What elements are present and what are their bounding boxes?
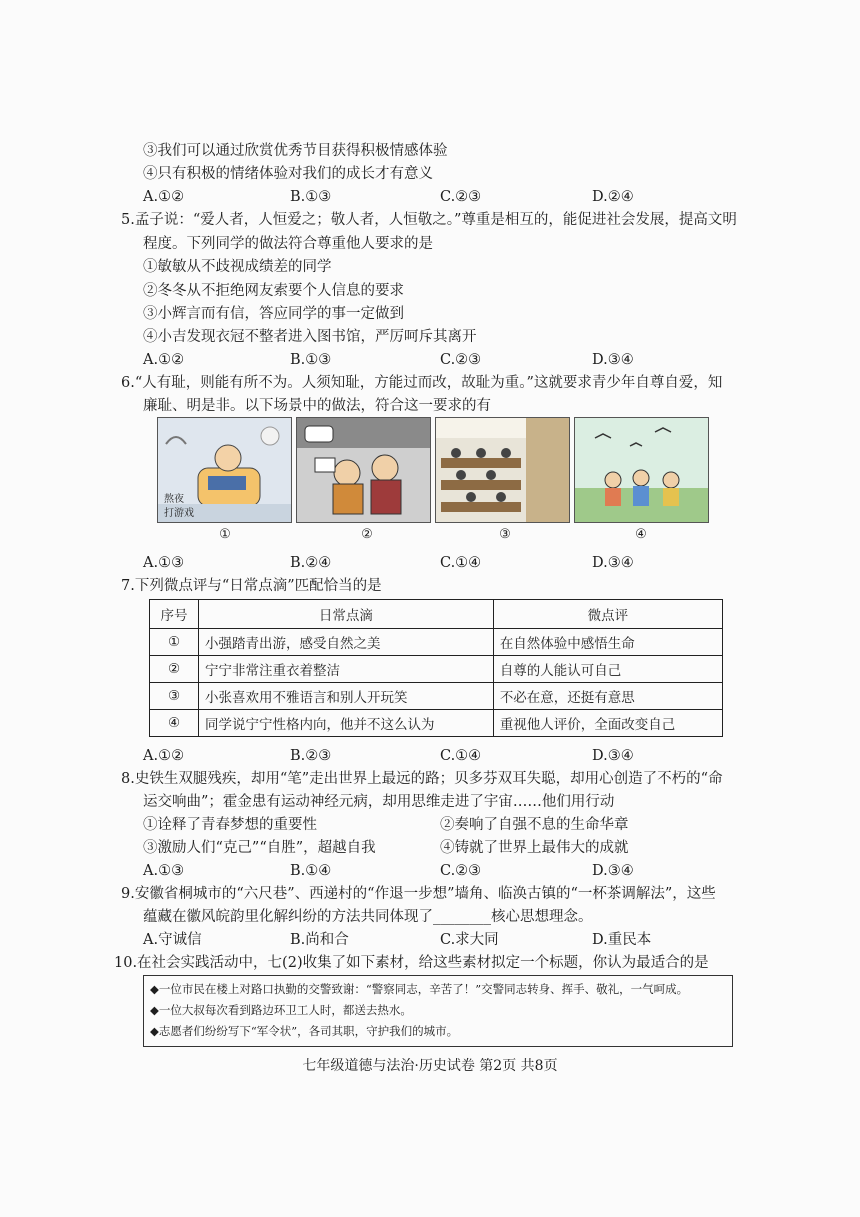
q7-stem: 7.下列微点评与“日常点滴”匹配恰当的是: [121, 578, 382, 594]
row-number: ②: [150, 656, 199, 683]
q7-table: [149, 599, 723, 737]
q6-option-b: B.②④: [290, 555, 332, 571]
q8-option-a: A.①③: [143, 863, 185, 879]
scene-3-label: ③: [499, 527, 511, 542]
row-moment: 小强踏青出游，感受自然之美: [199, 629, 494, 656]
q8-item-4: ④铸就了世界上最伟大的成就: [440, 840, 629, 856]
q8-option-d: D.③④: [592, 863, 634, 879]
q6-option-d: D.③④: [592, 555, 634, 571]
scene-1-caption-line-1: 熬夜: [164, 494, 184, 505]
q9-stem-line-1: 9.安徽省桐城市的“六尺巷”、西递村的“作退一步想”墙角、临涣古镇的“一杯茶调解法”，这些: [121, 886, 716, 902]
q6-stem-line-1: 6.“人有耻，则能有所不为。人须知耻，方能过而改，故耻为重。”这就要求青少年自尊自爱，知: [121, 375, 723, 391]
material-item: ◆一位大叔每次看到路边环卫工人时，都送去热水。: [150, 1003, 412, 1017]
q5-item-1: ①敏敏从不歧视成绩差的同学: [143, 259, 332, 275]
q8-stem-line-2: 运交响曲”；霍金患有运动神经元病，却用思维走进了宇宙……他们用行动: [143, 794, 615, 810]
q7-option-d: D.③④: [592, 748, 634, 764]
q5-stem-line-2: 程度。下列同学的做法符合尊重他人要求的是: [143, 236, 433, 252]
header-number: 序号: [150, 600, 199, 629]
q4-item-3: ③我们可以通过欣赏优秀节目获得积极情感体验: [143, 143, 448, 159]
header-daily-moments: 日常点滴: [199, 600, 494, 629]
header-micro-comment: 微点评: [493, 600, 722, 629]
table-row: [150, 710, 723, 737]
q8-option-b: B.①④: [290, 863, 332, 879]
table-row: [150, 656, 723, 683]
scene-2-image: [296, 417, 431, 523]
row-number: ④: [150, 710, 199, 737]
row-number: ③: [150, 683, 199, 710]
q6-stem-line-2: 廉耻、明是非。以下场景中的做法，符合这一要求的有: [143, 398, 491, 414]
page-footer: 七年级道德与法治·历史试卷 第2页 共8页: [302, 1058, 558, 1074]
row-moment: 同学说宁宁性格内向，他并不这么认为: [199, 710, 494, 737]
q9-option-a: A.守诚信: [143, 932, 202, 948]
row-comment: 不必在意，还挺有意思: [493, 683, 722, 710]
row-comment: 自尊的人能认可自己: [493, 656, 722, 683]
q8-item-1: ①诠释了青春梦想的重要性: [143, 817, 317, 833]
q4-item-4: ④只有积极的情绪体验对我们的成长才有意义: [143, 166, 433, 182]
scene-4-label: ④: [635, 527, 647, 542]
q4-option-d: D.②④: [592, 189, 634, 205]
q6-option-c: C.①④: [440, 555, 482, 571]
q8-item-2: ②奏响了自强不息的生命华章: [440, 817, 629, 833]
q7-option-c: C.①④: [440, 748, 482, 764]
q9-option-d: D.重民本: [592, 932, 652, 948]
q9-stem-line-2: 蕴藏在徽风皖韵里化解纠纷的方法共同体现了________核心思想理念。: [143, 909, 593, 925]
material-item: ◆一位市民在楼上对路口执勤的交警致谢：“警察同志，辛苦了！”交警同志转身、挥手、敬礼，一气呵成。: [150, 982, 689, 996]
table-row: [150, 629, 723, 656]
q6-scene-images: [157, 417, 709, 523]
row-comment: 重视他人评价，全面改变自己: [493, 710, 722, 737]
table-row: [150, 683, 723, 710]
q5-item-3: ③小辉言而有信，答应同学的事一定做到: [143, 306, 404, 322]
q6-option-a: A.①③: [143, 555, 185, 571]
table-header-row: [150, 600, 723, 629]
q8-item-3: ③激励人们“克己”“自胜”，超越自我: [143, 840, 376, 856]
q5-stem-line-1: 5.孟子说：“爱人者，人恒爱之；敬人者，人恒敬之。”尊重是相互的，能促进社会发展，提高文明: [121, 212, 737, 228]
q4-option-a: A.①②: [143, 189, 185, 205]
q7-option-a: A.①②: [143, 748, 185, 764]
material-item: ◆志愿者们纷纷写下“军令状”，各司其职，守护我们的城市。: [150, 1024, 459, 1038]
q5-item-2: ②冬冬从不拒绝网友索要个人信息的要求: [143, 283, 404, 299]
scene-4-image: [574, 417, 709, 523]
row-moment: 宁宁非常注重衣着整洁: [199, 656, 494, 683]
q5-option-b: B.①③: [290, 352, 332, 368]
q9-option-b: B.尚和合: [290, 932, 349, 948]
q8-option-c: C.②③: [440, 863, 482, 879]
q5-option-c: C.②③: [440, 352, 482, 368]
row-comment: 在自然体验中感悟生命: [493, 629, 722, 656]
q7-option-b: B.②③: [290, 748, 332, 764]
scene-3-image: [435, 417, 570, 523]
q10-stem: 10.在社会实践活动中，七(2)收集了如下素材，给这些素材拟定一个标题，你认为最适合的是: [114, 955, 709, 971]
scene-1-label: ①: [219, 527, 231, 542]
scene-1-image: [157, 417, 292, 523]
q4-option-b: B.①③: [290, 189, 332, 205]
row-moment: 小张喜欢用不雅语言和别人开玩笑: [199, 683, 494, 710]
scene-1-caption-line-2: 打游戏: [164, 508, 194, 519]
row-number: ①: [150, 629, 199, 656]
q5-option-d: D.③④: [592, 352, 634, 368]
q9-option-c: C.求大同: [440, 932, 499, 948]
q8-stem-line-1: 8.史铁生双腿残疾，却用“笔”走出世界上最远的路；贝多芬双耳失聪，却用心创造了不朽的“命: [121, 771, 723, 787]
q4-option-c: C.②③: [440, 189, 482, 205]
q5-option-a: A.①②: [143, 352, 185, 368]
q5-item-4: ④小吉发现衣冠不整者进入图书馆，严厉呵斥其离开: [143, 329, 477, 345]
scene-2-label: ②: [361, 527, 373, 542]
q10-material-box: [143, 975, 733, 1047]
